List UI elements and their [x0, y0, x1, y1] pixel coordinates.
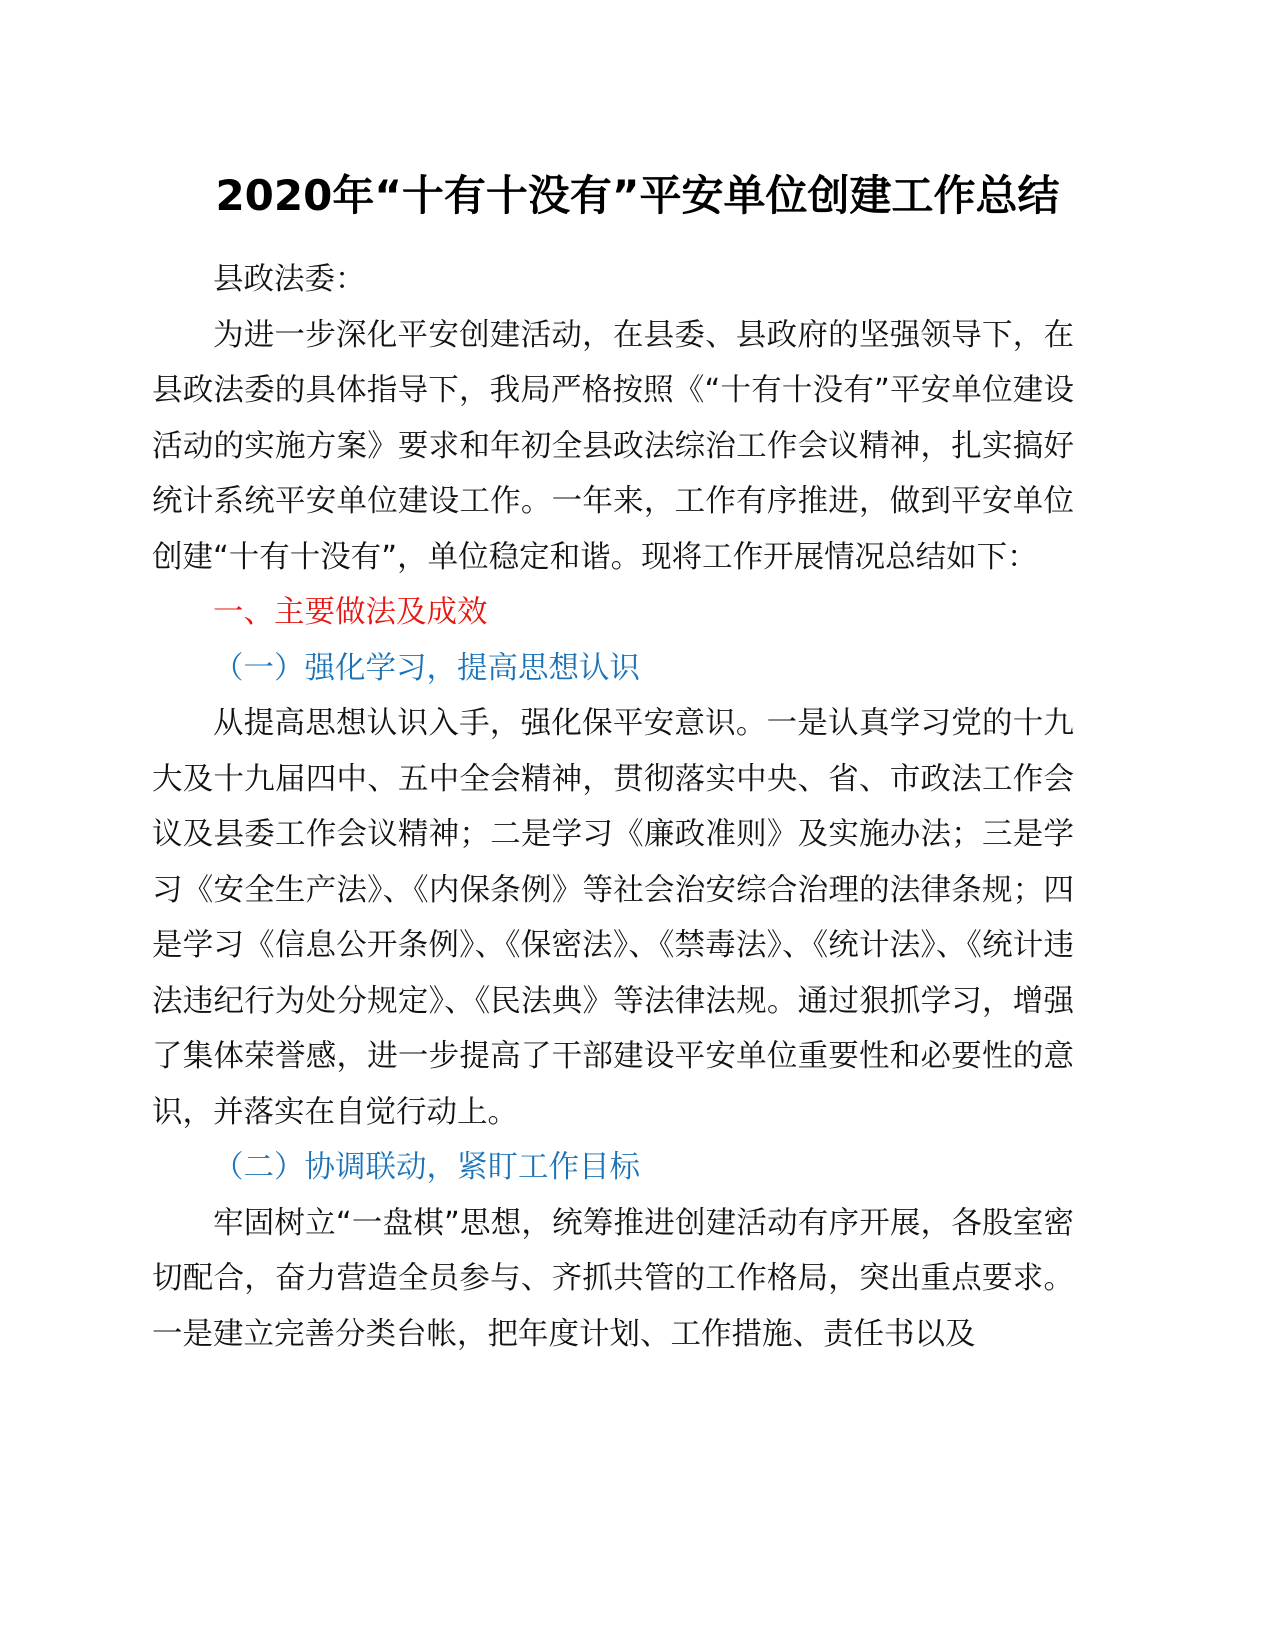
subsection-coordination-paragraph: 牢固树立“一盘棋”思想，统筹推进创建活动有序开展，各股室密切配合，奋力营造全员参与、齐抓共管的工作格局，突出重点要求。一是建立完善分类台帐，把年度计划、工作措施、责任书以及: [152, 1205, 1074, 1352]
salutation: 县政法委：: [213, 262, 366, 297]
document-title: 2020年“十有十没有”平安单位创建工作总结: [215, 171, 1060, 220]
section-heading-main-practices: 一、主要做法及成效: [213, 595, 488, 630]
subsection-heading-coordination: （二）协调联动，紧盯工作目标: [213, 1150, 640, 1185]
subsection-heading-study: （一）强化学习，提高思想认识: [213, 650, 640, 686]
document-body: [152, 252, 1074, 1362]
subsection-study-paragraph: 从提高思想认识入手，强化保平安意识。一是认真学习党的十九大及十九届四中、五中全会精神，贯彻落实中央、省、市政法工作会议及县委工作会议精神；二是学习《廉政准则》及实施办法；三是学习《安全生产法》、《内保条例》等社会治安综合治理的法律条规；四是学习《信息公开条例》、《保密法》、《禁毒法》、《统计法》、《统计违法违纪行为处分规定》、《民法典》等法律法规。通过狠抓学习，增强了集体荣誉感，进一步提高了干部建设平安单位重要性和必要性的意识，并落实在自觉行动上。: [152, 706, 1074, 1130]
intro-paragraph: 为进一步深化平安创建活动，在县委、县政府的坚强领导下，在县政法委的具体指导下，我局严格按照《“十有十没有”平安单位建设活动的实施方案》要求和年初全县政法综治工作会议精神，扎实搞好统计系统平安单位建设工作。一年来，工作有序推进，做到平安单位创建“十有十没有”，单位稳定和谐。现将工作开展情况总结如下：: [152, 317, 1074, 575]
